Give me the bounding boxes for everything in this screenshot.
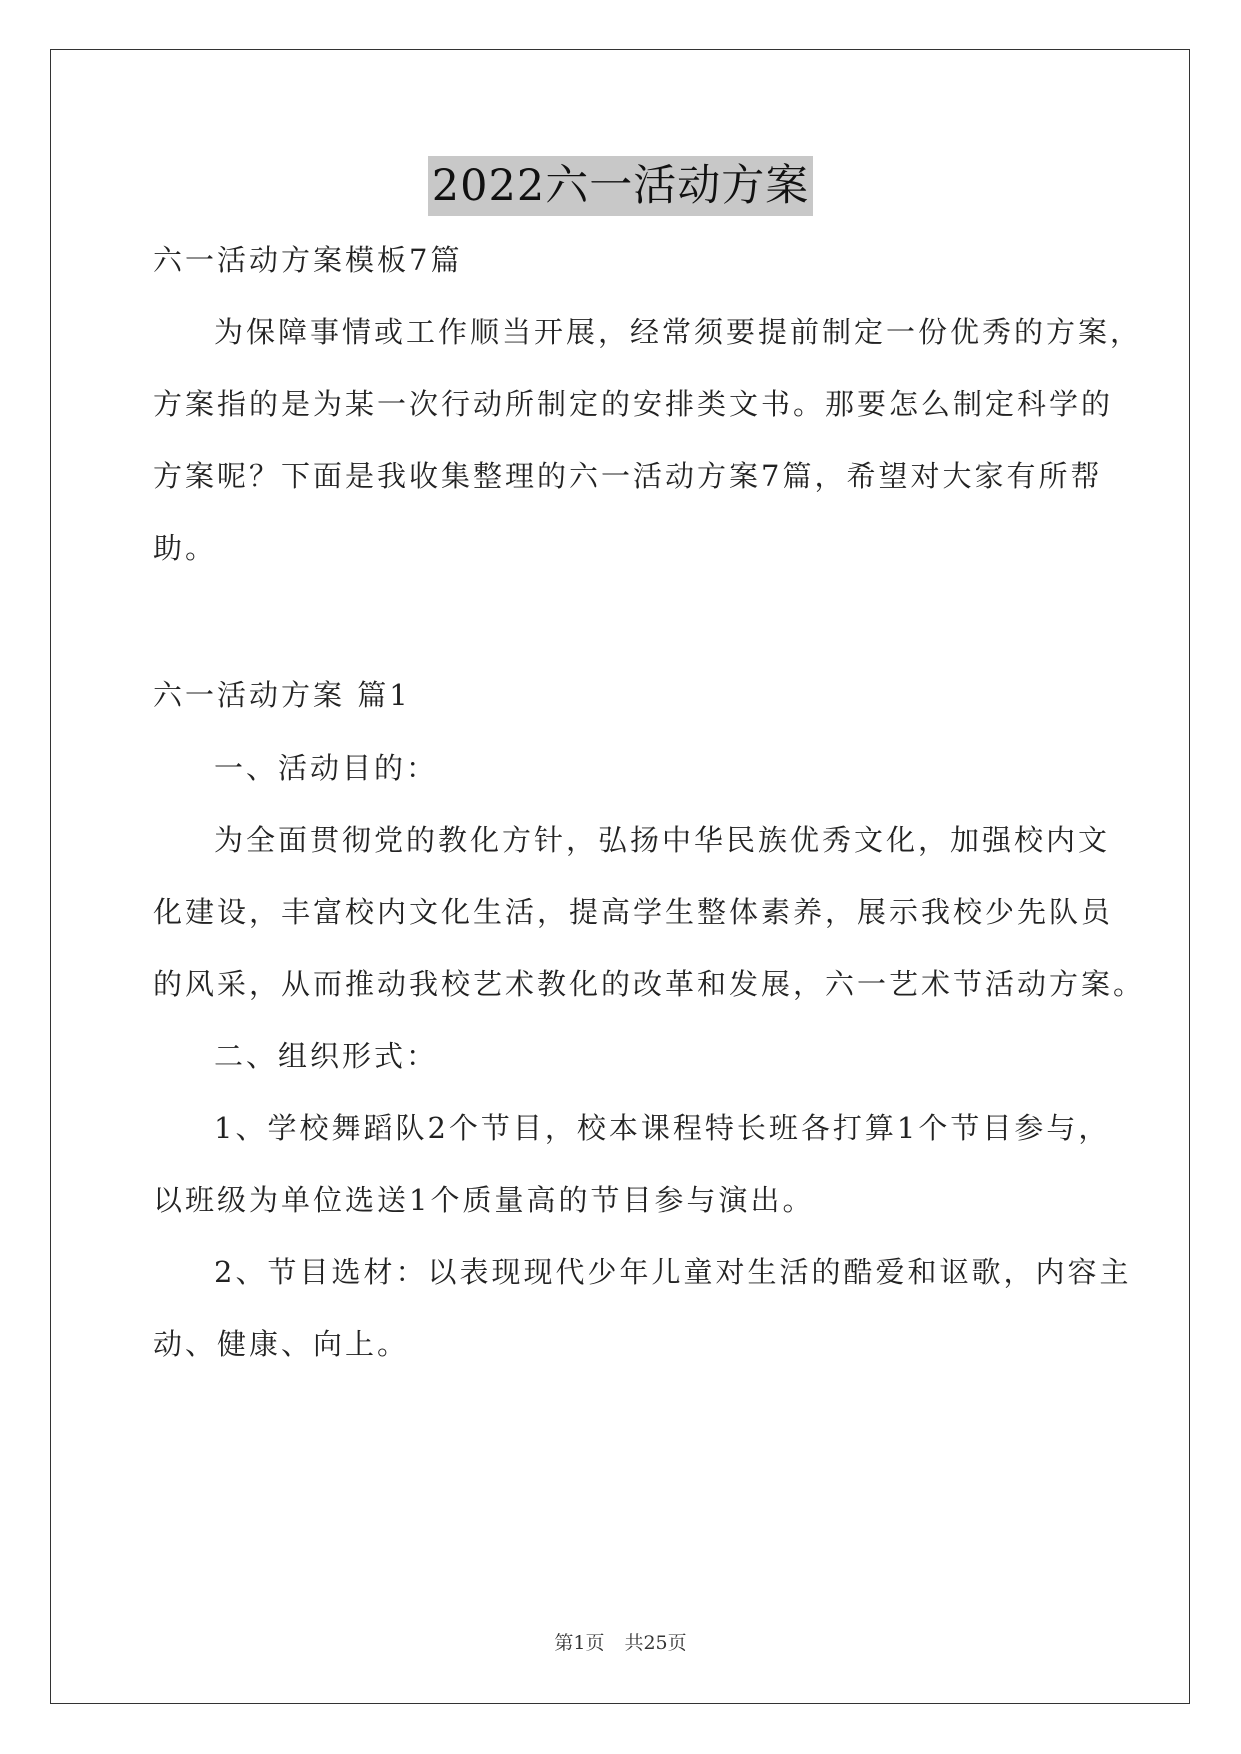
intro-line-1: 为保障事情或工作顺当开展，经常须要提前制定一份优秀的方案，	[214, 315, 1143, 349]
current-page-number: 第1页	[554, 1632, 605, 1654]
body-line-7: 以班级为单位选送1个质量高的节目参与演出。	[153, 1183, 815, 1217]
body-line-6: 1、学校舞蹈队2个节目，校本课程特长班各打算1个节目参与，	[214, 1111, 1111, 1145]
intro-line-4: 助。	[153, 531, 218, 565]
section-heading: 六一活动方案 篇1	[153, 678, 411, 712]
document-subtitle: 六一活动方案模板7篇	[153, 243, 463, 277]
intro-line-2: 方案指的是为某一次行动所制定的安排类文书。那要怎么制定科学的	[153, 387, 1114, 421]
title-container	[0, 156, 1241, 216]
body-line-4: 的风采，从而推动我校艺术教化的改革和发展，六一艺术节活动方案。	[153, 967, 1146, 1001]
body-line-1: 一、活动目的：	[214, 751, 439, 785]
document-title: 2022六一活动方案	[428, 156, 813, 216]
body-line-3: 化建设，丰富校内文化生活，提高学生整体素养，展示我校少先队员	[153, 895, 1114, 929]
body-line-9: 动、健康、向上。	[153, 1327, 410, 1361]
page-footer	[0, 1628, 1241, 1655]
total-page-count: 共25页	[624, 1632, 687, 1654]
body-line-8: 2、节目选材：以表现现代少年儿童对生活的酷爱和讴歌，内容主	[214, 1255, 1132, 1289]
intro-line-3: 方案呢？下面是我收集整理的六一活动方案7篇，希望对大家有所帮	[153, 459, 1103, 493]
page-border	[50, 49, 1190, 1704]
body-line-2: 为全面贯彻党的教化方针，弘扬中华民族优秀文化，加强校内文	[214, 823, 1111, 857]
body-line-5: 二、组织形式：	[214, 1039, 439, 1073]
